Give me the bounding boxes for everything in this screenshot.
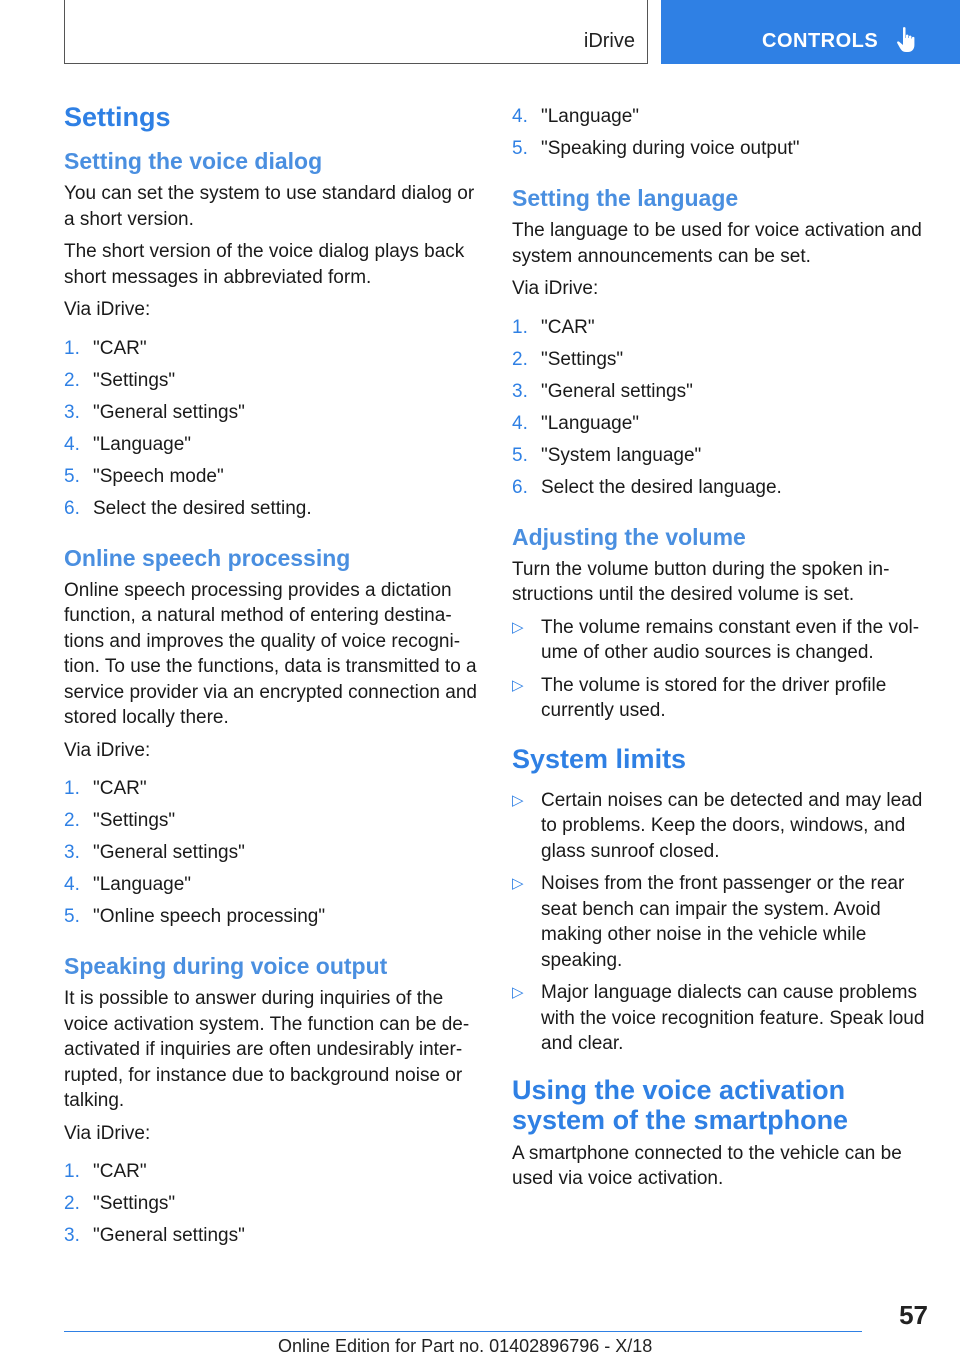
via-idrive-label: Via iDrive: (512, 278, 599, 299)
paragraph: Online speech processing provides a dictation function, a natural method of entering destinations and improves the quality of voice recognition. To use the functions, data is transmitted to a service provider via an encrypted connection and stored locally there. (64, 579, 477, 728)
heading-setting-language: Setting the language (512, 185, 739, 211)
paragraph: The language to be used for voice activation and system announcements can be set. (512, 220, 922, 267)
list-item: 5. "Online speech processing" (64, 906, 326, 927)
triangle-bullet-icon: ▷ (512, 791, 524, 809)
list-item: 1. "CAR" (512, 316, 595, 338)
list-item: 1. "CAR" (64, 1161, 147, 1182)
paragraph: A smartphone connected to the vehicle can be used via voice activation. (512, 1142, 902, 1189)
list-item: 5. "Speaking during voice output" (512, 138, 800, 159)
header-chapter-tab[interactable] (661, 0, 960, 64)
list-item: 6. Select the desired language. (512, 476, 782, 498)
list-item: 3. "General settings" (64, 401, 245, 423)
heading-adjusting-volume: Adjusting the volume (512, 523, 746, 550)
list-item: ▷ Noises from the front passenger or the rear seat bench can impair the system. Avoid making other noise in the vehicle while speaking. (512, 873, 905, 971)
list-item: ▷ Major language dialects can cause problems with the voice recognition feature. Speak loud and clear. (512, 982, 925, 1054)
triangle-bullet-icon: ▷ (512, 618, 524, 636)
bullets-volume (512, 615, 932, 724)
list-item: 1. "CAR" (64, 778, 147, 799)
right-column (512, 100, 932, 1199)
triangle-bullet-icon: ▷ (512, 676, 524, 694)
steps-online-speech (64, 773, 480, 933)
list-item: ▷ The volume is stored for the driver profile currently used. (512, 674, 887, 721)
via-idrive-label: Via iDrive: (64, 1122, 151, 1144)
list-item: ▷ Certain noises can be detected and may lead to problems. Keep the doors, windows, and glass sunroof closed. (512, 789, 923, 862)
list-item: ▷ The volume remains constant even if the volume of other audio sources is changed. (512, 616, 920, 663)
list-item: 3. "General settings" (64, 1225, 245, 1246)
list-item: 3. "General settings" (64, 842, 245, 863)
steps-speaking (64, 1156, 480, 1252)
bullets-limits (512, 788, 932, 1057)
left-column (64, 100, 480, 1270)
list-item: 5. "Speech mode" (64, 465, 224, 487)
footer-edition-text: Online Edition for Part no. 01402896796 - X/18 (278, 1336, 653, 1356)
list-item: 4. "Language" (64, 433, 192, 455)
page-number: 57 (899, 1300, 928, 1330)
list-item: 2. "Settings" (512, 348, 624, 370)
list-item: 2. "Settings" (64, 1193, 176, 1214)
paragraph: You can set the system to use standard dialog or a short version. (64, 183, 475, 230)
header-section-label: iDrive (583, 30, 635, 52)
header-chapter-label: CONTROLS (762, 30, 879, 52)
list-item: 5. "System language" (512, 444, 702, 466)
list-item: 6. Select the desired setting. (64, 497, 312, 519)
heading-speaking-during-output: Speaking during voice output (64, 953, 388, 979)
triangle-bullet-icon: ▷ (512, 984, 524, 1001)
section-title-settings: Settings (64, 102, 171, 132)
section-title-system-limits: System limits (512, 743, 687, 774)
list-item: 1. "CAR" (64, 337, 147, 359)
list-item: 2. "Settings" (64, 810, 176, 831)
steps-voice-dialog (64, 333, 480, 525)
via-idrive-label: Via iDrive: (64, 739, 151, 761)
section-title-smartphone: Using the voice activation system of the smartphone (512, 1074, 849, 1135)
via-idrive-label: Via iDrive: (64, 299, 151, 320)
list-item: 3. "General settings" (512, 380, 693, 402)
list-item: 4. "Language" (512, 106, 640, 127)
header-section-box (64, 0, 648, 64)
footer-divider (64, 1331, 862, 1332)
paragraph: It is possible to answer during inquiries of the voice activation system. The function can be deactivated if inquiries are often undesirably interrupted, for instance due to background noise or talking. (64, 988, 470, 1111)
list-item: 4. "Language" (512, 412, 640, 434)
heading-voice-dialog: Setting the voice dialog (64, 148, 323, 174)
triangle-bullet-icon: ▷ (512, 875, 524, 892)
steps-language (512, 312, 932, 504)
steps-speaking-continued (512, 101, 932, 165)
list-item: 2. "Settings" (64, 369, 176, 391)
paragraph: Turn the volume button during the spoken instructions until the desired volume is set. (512, 558, 890, 605)
list-item: 4. "Language" (64, 874, 192, 895)
pointing-hand-icon (895, 26, 919, 54)
heading-online-speech: Online speech processing (64, 544, 351, 571)
paragraph: The short version of the voice dialog plays back short messages in abbreviated form. (64, 241, 465, 288)
